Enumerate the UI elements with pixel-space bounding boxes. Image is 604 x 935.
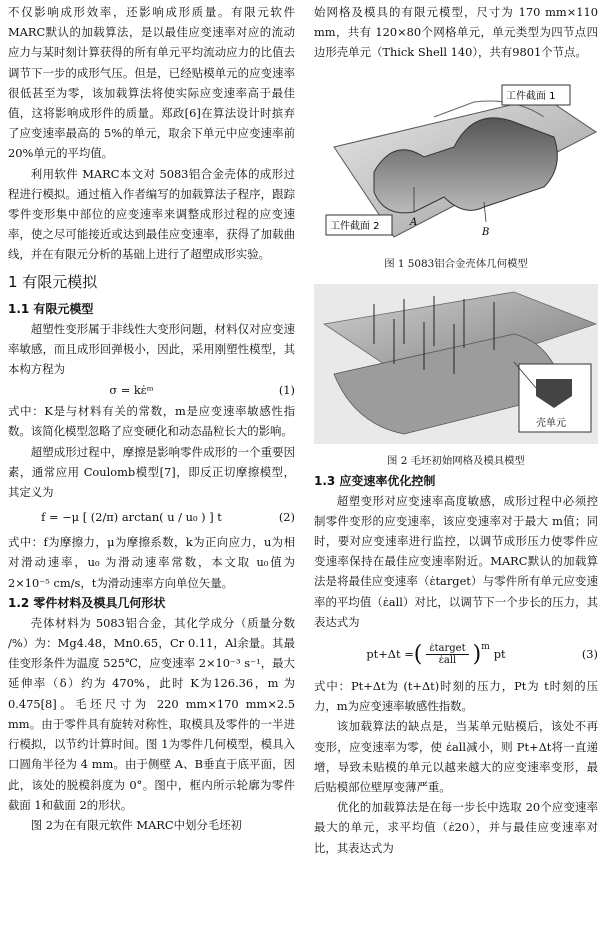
fe-mesh-image bbox=[314, 284, 598, 444]
paragraph: 不仅影响成形效率，还影响成形质量。有限元软件MARC默认的加载算法，是以最佳应变速率对应的流动应力与某时刻计算获得的所有单元平均流动应力的比值去调节下一步的成形气压。但是，已经贴模单元的应变速率很低甚至为零，该加载算法将使实际应变速率高于最佳值，这将影响成形件的质量。郑政[6]在算法设计时摈弃了应变速率最高的 5%的单元，取余下单元中应变速率前20%单元的平均值。 bbox=[8, 5, 295, 161]
paragraph: 始网格及模具的有限元模型，尺寸为 170 mm×110 mm，共有 120×80个网格单元，单元类型为四节点四边形壳单元（Thick Shell 140），共有9801个节点。 bbox=[314, 5, 598, 60]
paragraph: 超塑变形对应变速率高度敏感，成形过程中必须控制零件变形的应变速率，该应变速率对于最大 m值；同时，要对应变速率进行监控，以调节成形压力使零件应变速率保持在最佳应变速率附近。MARC默认的加载算法是将最佳应变速率（ε̇target）与零件所有单元应变速率的平均值（ε̇all）对比，以调节下一个步长的压力，其表达式为 bbox=[314, 493, 598, 629]
figure-1-caption: 图 1 5083铝合金壳体几何模型 bbox=[384, 257, 528, 270]
equation-number: (3) bbox=[581, 647, 598, 662]
equation-rhs: pt bbox=[493, 647, 506, 662]
side-wall-a-label: A bbox=[410, 216, 418, 228]
section-heading: 1 有限元模拟 bbox=[8, 272, 98, 291]
equation-number: (2) bbox=[278, 510, 295, 525]
paragraph: 超塑性变形属于非线性大变形问题，材料仅对应变速率敏感，而且成形回弹极小，因此，采用刚塑性模型，其本构方程为 bbox=[8, 321, 295, 377]
subsection-heading: 1.2 零件材料及模具几何形状 bbox=[8, 595, 166, 610]
section-2-label: 工件截面 2 bbox=[330, 220, 380, 232]
paragraph: 超塑成形过程中，摩擦是影响零件成形的一个重要因素，通常应用 Coulomb模型[7]，即反正切摩擦模型，其定义为 bbox=[8, 444, 295, 500]
section-1-label: 工件截面 1 bbox=[506, 90, 556, 102]
figure-1 bbox=[314, 77, 598, 270]
equation-1 bbox=[8, 379, 295, 401]
equation-body: f = −μ [ (2/π) arctan( u / u₀ ) ] t bbox=[41, 510, 222, 525]
fraction-denominator: ε̇all bbox=[438, 654, 457, 666]
equation-body: σ = kε̇ᵐ bbox=[109, 383, 154, 398]
equation-fraction bbox=[426, 643, 468, 666]
subsection-heading: 1.3 应变速率优化控制 bbox=[314, 473, 436, 488]
equation-number: (1) bbox=[278, 383, 295, 398]
fraction-numerator: ε̇target bbox=[426, 643, 468, 655]
paragraph: 该加载算法的缺点是，当某单元贴模后，该处不再变形，应变速率为零，使 ε̇all减小，则 Pt+Δt将一直递增，导致未贴模的单元以越来越大的应变速率变形，最后贴模部位壁厚变薄严重。 bbox=[314, 719, 598, 795]
paragraph: 壳体材料为 5083铝合金，其化学成分（质量分数 /%）为：Mg4.48，Mn0.65，Cr 0.11，Al余量。其最佳变形条件为温度 525℃，应变速率 2×10⁻³ s⁻¹，最大延伸率（δ）约为 470%，此时 K为126.36，m 为 0.475[8]。毛坯尺寸为 220 mm×170 mm×2.5 mm。由于零件具有旋转对称性，取模具及零件的一半进行模拟，以节约计算时间。图 1为零件几何模型，模具入口圆角半径为 4 mm。由于侧壁 A、B垂直于底平面，因此，该处的脱模斜度为 0°。图中，框内所示轮廓为零件截面 1和截面 2的形状。 bbox=[8, 615, 295, 812]
paragraph: 利用软件 MARC本文对 5083铝合金壳体的成形过程进行模拟。通过植入作者编写的加载算法子程序，跟踪零件变形集中部位的应变速率来调整成形过程的应变速率，使之尽可能接近或达到最佳应变速率，获得了加载曲线，并在有限元分析的基础上进行了超塑成形实验。 bbox=[8, 166, 295, 262]
paragraph: 式中：Pt+Δt为 (t+Δt)时刻的压力，Pt为 t时刻的压力，m为应变速率敏感性指数。 bbox=[314, 679, 598, 714]
equation-2 bbox=[8, 502, 295, 532]
figure-2 bbox=[314, 284, 598, 467]
figure-2-caption: 图 2 毛坯初始网格及模具模型 bbox=[387, 454, 525, 467]
equation-exponent: m bbox=[481, 641, 490, 652]
shell-geometry-image bbox=[314, 77, 598, 247]
side-wall-b-label: B bbox=[482, 226, 490, 238]
paragraph: 式中：K是与材料有关的常数，m是应变速率敏感性指数。该简化模型忽略了应变硬化和动态晶粒长大的影响。 bbox=[8, 404, 295, 439]
equation-body: pt+Δt = ( $\frac{\text{ε̇target}}{\text{ε̇all}}$ ) $^m$ pt bbox=[366, 641, 506, 667]
equation-3 bbox=[314, 632, 598, 676]
right-column bbox=[314, 2, 598, 858]
equation-lhs: pt+Δt = bbox=[366, 647, 414, 662]
shell-element-label: 壳单元 bbox=[536, 417, 566, 429]
paragraph: 图 2为在有限元软件 MARC中划分毛坯初 bbox=[30, 817, 242, 832]
paragraph: 优化的加载算法是在每一步长中选取 20个应变速率最大的单元，求平均值（ε̇20），并与最佳应变速率对比，其表达式为 bbox=[314, 800, 598, 855]
left-column bbox=[8, 2, 295, 835]
paragraph: 式中：f为摩擦力，μ为摩擦系数，k为正向应力，u为相对滑动速率，u₀ 为滑动速率常数，本文取 u₀值为 2×10⁻⁵ cm/s，t为滑动速率方向单位矢量。 bbox=[8, 535, 295, 590]
subsection-heading: 1.1 有限元模型 bbox=[8, 301, 94, 316]
